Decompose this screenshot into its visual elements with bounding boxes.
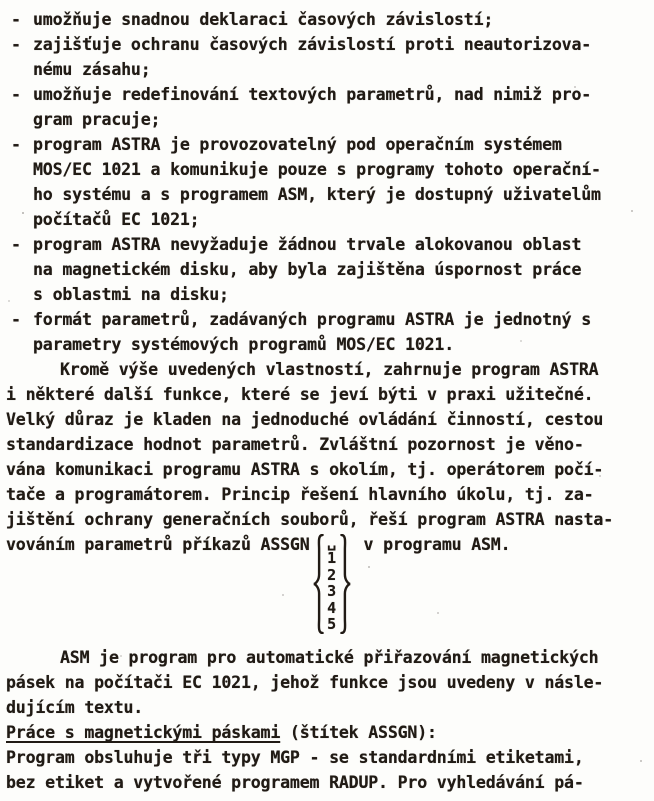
text-line: [0, 482, 654, 507]
line-text: ASM je program pro automatické přiřazování magnetických: [60, 648, 599, 667]
line-text: program ASTRA je provozovatelný pod operačním systémem: [33, 135, 562, 154]
text-line: [0, 507, 654, 532]
bullet-line: [0, 32, 654, 57]
bullet-line: [0, 232, 654, 257]
line-text: počítačů EC 1021;: [33, 210, 200, 229]
brace-item: 1: [327, 549, 336, 568]
line-text: Program obsluhuje tři typy MGP - se standardními etiketami,: [6, 748, 584, 767]
text-line: [0, 770, 654, 795]
brace-item: 2: [327, 565, 336, 584]
text-line: [0, 57, 654, 82]
bullet-line: [0, 82, 654, 107]
text-line: [0, 645, 654, 670]
line-text: parametry systémových programů MOS/EC 1021.: [33, 335, 454, 354]
right-curly-brace-icon: [340, 534, 352, 634]
text-line: [0, 207, 654, 232]
line-text: ho systému a s programem ASM, který je dostupný uživatelům: [33, 185, 601, 204]
document-text-block: [0, 7, 654, 795]
assgn-parameter-choice-group: [312, 534, 352, 634]
brace-line-after-text: v programu ASM.: [363, 535, 511, 554]
line-text: s oblastmi na disku;: [33, 285, 229, 304]
line-text: MOS/EC 1021 a komunikuje pouze s programy tohoto operační-: [33, 160, 601, 179]
line-text: i některé další funkce, které se jeví býti v praxi užitečné.: [6, 385, 594, 404]
line-text: jištění ochrany generačních souborů, řeší program ASTRA nasta-: [6, 510, 613, 529]
line-text: na magnetickém disku, aby byla zajištěna úspornost práce: [33, 260, 582, 279]
line-text: pásek na počítači EC 1021, jehož funkce jsou uvedeny v násle-: [6, 673, 604, 692]
text-line: [0, 432, 654, 457]
line-text: Velký důraz je kladen na jednoduché ovládání činností, cestou: [6, 410, 604, 429]
brace-line-before-text: vováním parametrů příkazů ASSGN: [6, 535, 310, 554]
text-line: [0, 407, 654, 432]
line-text: gram pracuje;: [33, 110, 161, 129]
line-text: formát parametrů, zadávaných programu ASTRA je jednotný s: [33, 310, 592, 329]
text-line: [0, 357, 654, 382]
text-line: [0, 457, 654, 482]
bullet-dash: -: [11, 135, 21, 154]
line-text: tače a programátorem. Princip řešení hlavního úkolu, tj. za-: [6, 485, 594, 504]
line-text: Kromě výše uvedených vlastností, zahrnuje program ASTRA: [60, 360, 599, 379]
brace-item: ␣: [327, 533, 336, 551]
brace-item: 5: [327, 615, 336, 634]
text-line: [0, 382, 654, 407]
line-text: standardizace hodnot parametrů. Zvláštní pozornost je věno-: [6, 435, 584, 454]
bullet-dash: -: [11, 85, 21, 104]
text-line: [0, 257, 654, 282]
heading-rest-text: (štítek ASSGN):: [280, 723, 437, 742]
bullet-dash: -: [11, 235, 21, 254]
line-text: umožňuje redefinování textových parametrů, nad nimiž pro-: [33, 85, 592, 104]
text-line: [0, 182, 654, 207]
assgn-parameter-options: [324, 534, 340, 632]
brace-item: 4: [327, 598, 336, 617]
section-heading-line: [0, 720, 654, 745]
bullet-line: [0, 132, 654, 157]
left-curly-brace-icon: [312, 534, 324, 634]
text-line: [0, 157, 654, 182]
brace-item: 3: [327, 582, 336, 601]
bullet-dash: -: [11, 10, 21, 29]
assgn-brace-line: [0, 532, 654, 634]
text-line: [0, 107, 654, 132]
line-text: program ASTRA nevyžaduje žádnou trvale alokovanou oblast: [33, 235, 582, 254]
text-line: [0, 670, 654, 695]
line-text: dujícím textu.: [6, 698, 144, 717]
line-text: zajišťuje ochranu časových závislostí proti neautorizova-: [33, 35, 592, 54]
line-text: vána komunikaci programu ASTRA s okolím, tj. operátorem počí-: [6, 460, 604, 479]
line-text: umožňuje snadnou deklaraci časových závislostí;: [33, 10, 494, 29]
text-line: [0, 282, 654, 307]
text-line: [0, 745, 654, 770]
bullet-dash: -: [11, 35, 21, 54]
line-text: nému zásahu;: [33, 60, 151, 79]
text-line: [0, 695, 654, 720]
line-text: bez etiket a vytvořené programem RADUP. Pro vyhledávání pá-: [6, 773, 584, 792]
text-line: [0, 332, 654, 357]
bullet-line: [0, 307, 654, 332]
bullet-dash: -: [11, 310, 21, 329]
underlined-heading: Práce s magnetickými páskami: [6, 723, 281, 742]
bullet-line: [0, 7, 654, 32]
